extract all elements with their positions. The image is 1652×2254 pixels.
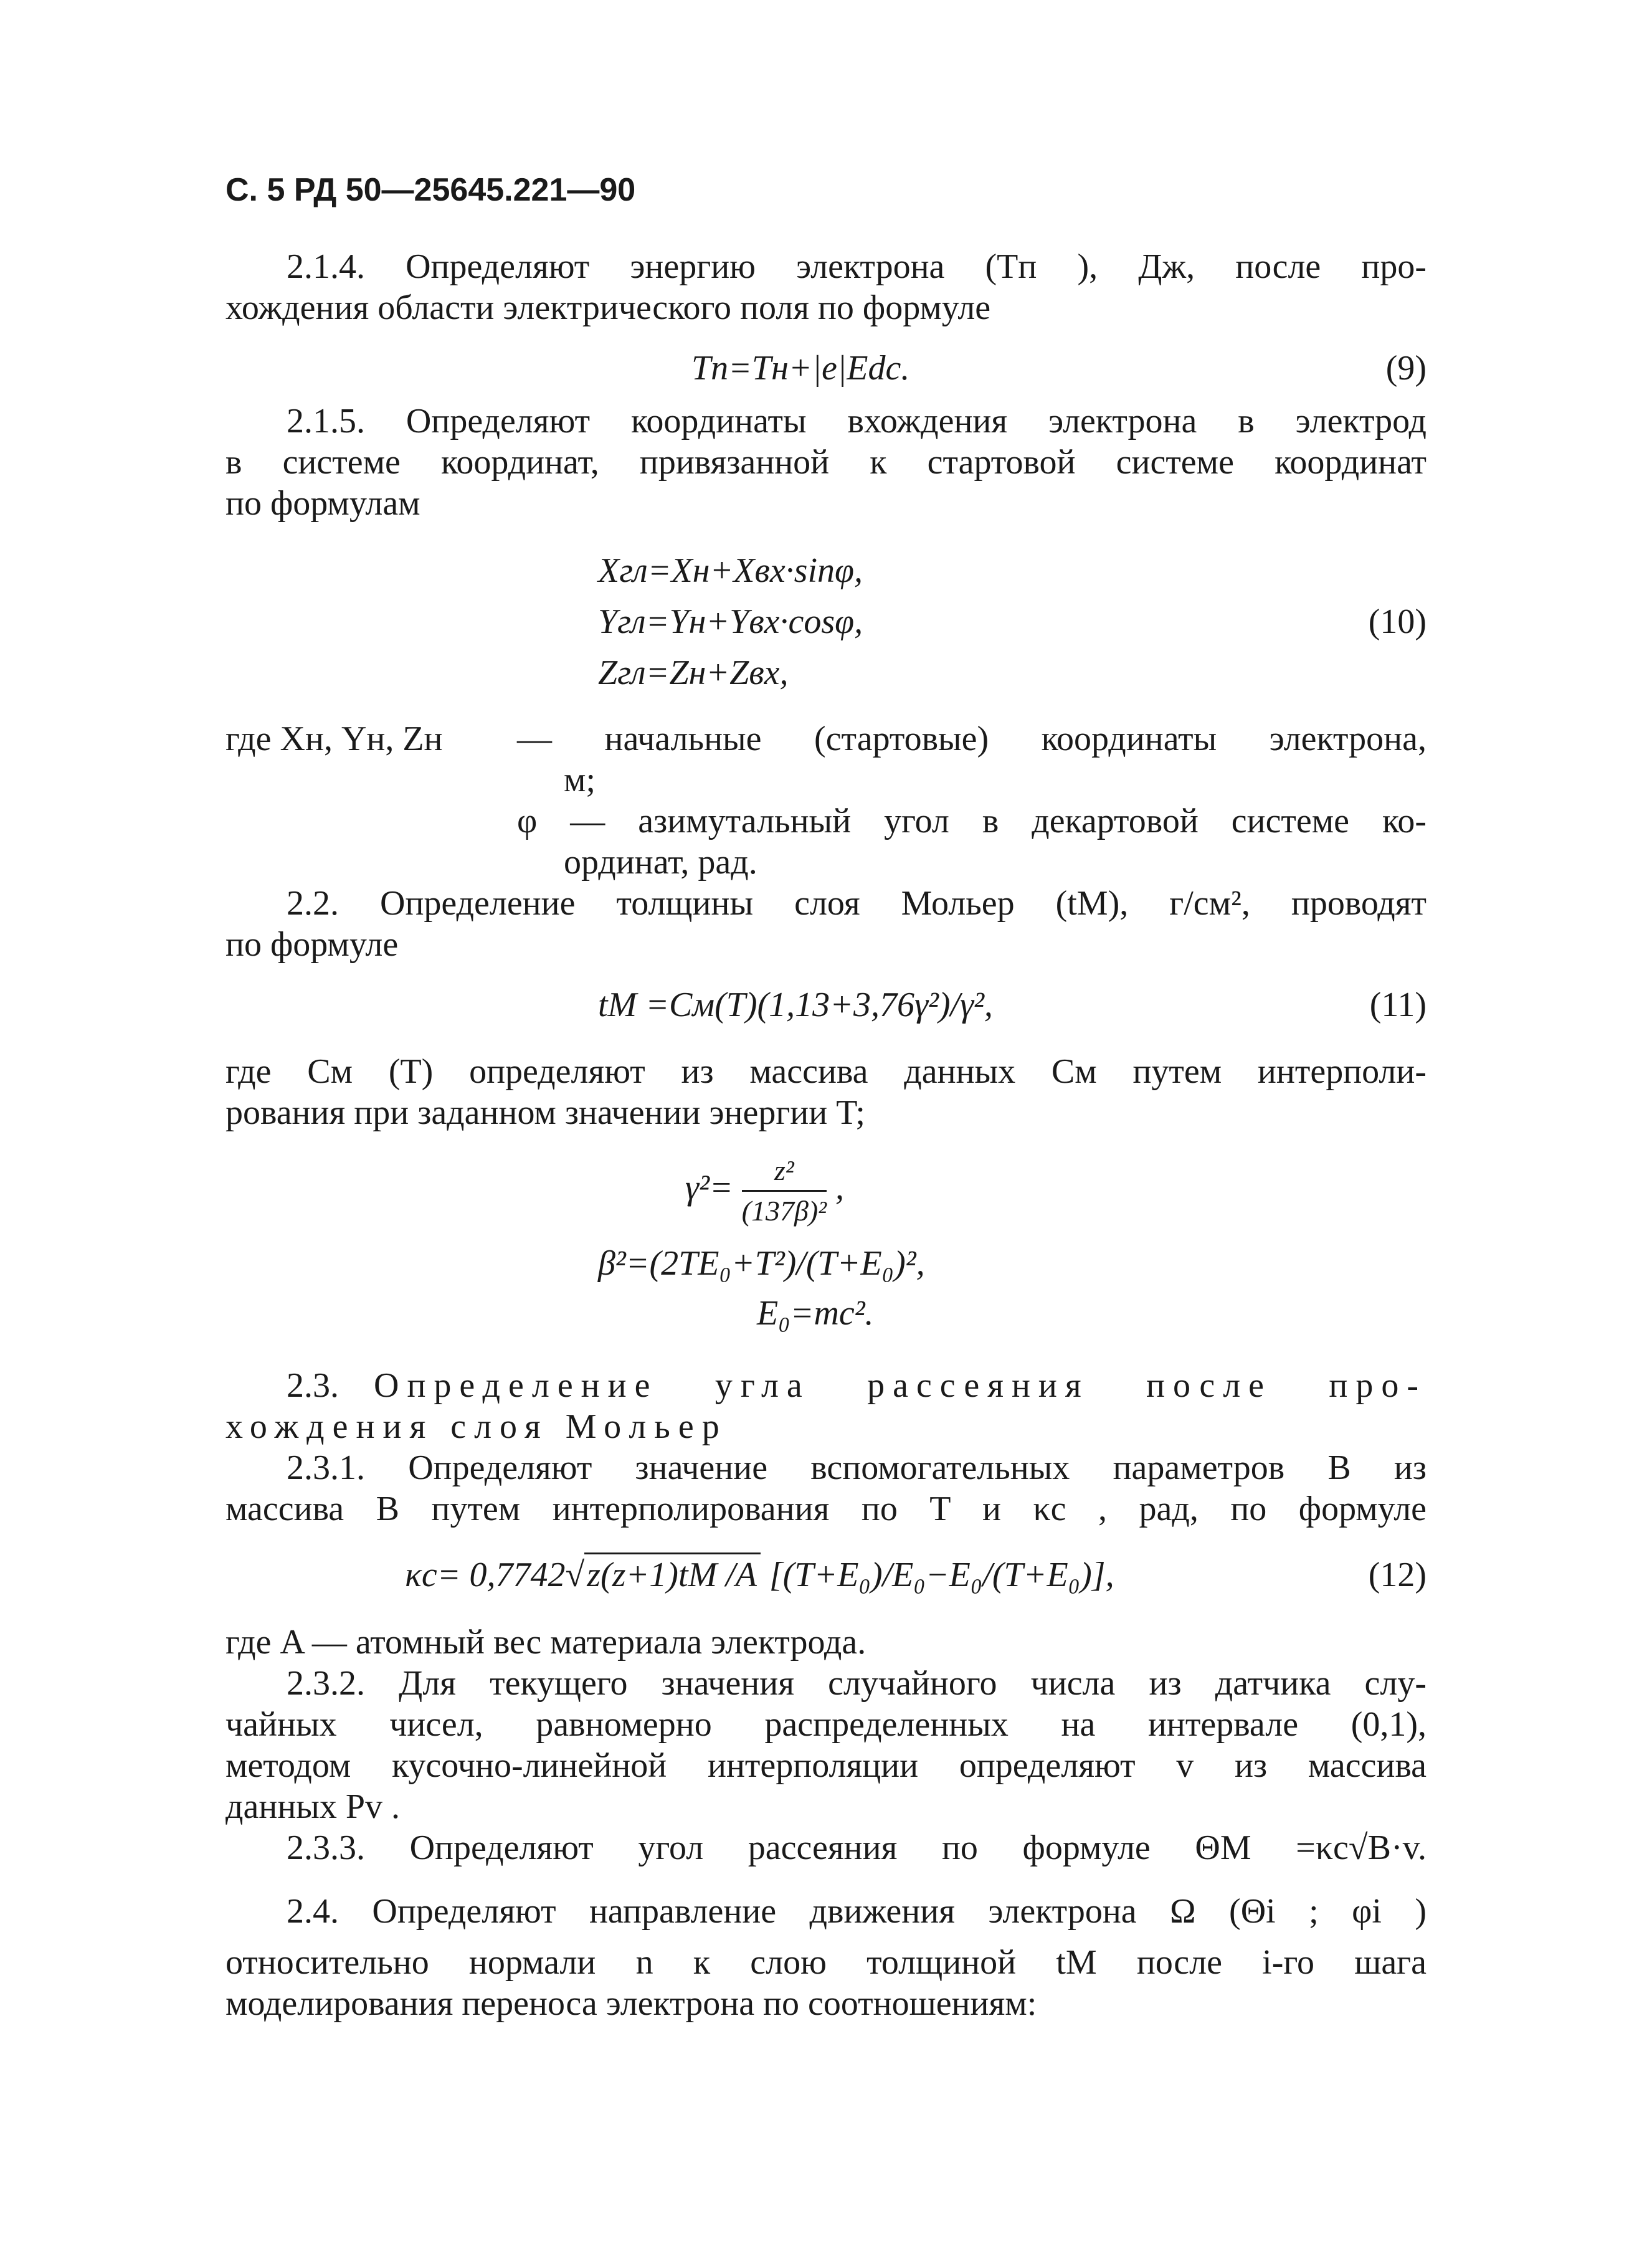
paragraph-2-2-line-2: по формуле	[225, 925, 399, 964]
legend-12-line-1: где A — атомный вес материала электрода.	[225, 1623, 866, 1662]
section-2-3-title-line-1: Определение угла рассеяния после про-	[374, 1366, 1427, 1405]
legend-11-line-1: где Cм (T) определяют из массива данных Cм путем интерполи-	[225, 1052, 1427, 1091]
section-2-3-title-line-2: хождения слоя Мольер	[225, 1407, 728, 1446]
paragraph-2-3-2-line-2: чайных чисел, равномерно распределенных на интервале (0,1),	[225, 1705, 1427, 1744]
paragraph-2-4-line-1: 2.4. Определяют направление движения электрона Ω (Θi ; φi )	[287, 1892, 1427, 1931]
legend-10-line-2: м;	[564, 761, 596, 799]
paragraph-2-1-4-line-1: 2.1.4. Определяют энергию электрона (Tп ), Дж, после про-	[287, 247, 1427, 286]
formula-10-line-3: Zгл=Zн+Zвх,	[598, 654, 789, 692]
legend-10-line-4: ординат, рад.	[564, 843, 757, 882]
paragraph-2-3-3-line-1: 2.3.3. Определяют угол рассеяния по формуле ΘM =κс√B·v.	[287, 1828, 1427, 1867]
formula-e0: E₀=mc².	[757, 1294, 874, 1333]
page-header: С. 5 РД 50—25645.221—90	[225, 172, 636, 208]
paragraph-2-4-line-3: моделирования переноса электрона по соотношениям:	[225, 1984, 1037, 2023]
paragraph-2-2-line-1: 2.2. Определение толщины слоя Мольер (tM), г/см², проводят	[287, 884, 1427, 923]
paragraph-2-1-5-line-2: в системе координат, привязанной к стартовой системе координат	[225, 443, 1427, 482]
formula-12-number: (12)	[1368, 1556, 1427, 1594]
legend-10-line-1: — начальные (стартовые) координаты электрона,	[517, 720, 1427, 758]
legend-10-line-3: φ — азимутальный угол в декартовой системе ко-	[517, 802, 1427, 840]
formula-9: Tп=Tн+|e|Edс.	[691, 349, 910, 388]
paragraph-2-3-1-line-1: 2.3.1. Определяют значение вспомогательных параметров B из	[287, 1448, 1427, 1487]
formula-9-number: (9)	[1385, 349, 1427, 388]
paragraph-2-1-5-line-3: по формулам	[225, 484, 420, 523]
formula-gamma	[685, 1156, 844, 1225]
paragraph-2-1-4-line-2: хождения области электрического поля по формуле	[225, 288, 991, 327]
legend-10-symbols: где Xн, Yн, Zн	[225, 720, 443, 758]
formula-11: tM =Cм(T)(1,13+3,76γ²)/γ²,	[598, 986, 993, 1024]
legend-11-line-2: рования при заданном значении энергии T;	[225, 1093, 865, 1132]
formula-10-number: (10)	[1368, 602, 1427, 641]
formula-gamma-lhs: γ²=	[685, 1168, 733, 1207]
paragraph-2-3-2-line-1: 2.3.2. Для текущего значения случайного числа из датчика слу-	[287, 1664, 1427, 1703]
formula-beta: β²=(2TE₀+T²)/(T+E₀)²,	[598, 1244, 925, 1283]
section-2-3-number: 2.3.	[287, 1366, 339, 1405]
formula-gamma-fraction	[742, 1156, 827, 1225]
formula-gamma-denominator: (137β)²	[741, 1195, 827, 1227]
paragraph-2-3-1-line-2: массива B путем интерполирования по T и κс , рад, по формуле	[225, 1490, 1427, 1528]
formula-12-lhs: κс= 0,7742	[405, 1556, 566, 1594]
formula-10-line-2: Yгл=Yн+Yвх·cosφ,	[598, 602, 863, 641]
formula-11-number: (11)	[1369, 986, 1427, 1024]
formula-10-line-1: Xгл=Xн+Xвх·sinφ,	[598, 551, 863, 590]
paragraph-2-1-5-line-1: 2.1.5. Определяют координаты вхождения электрона в электрод	[287, 402, 1427, 440]
formula-gamma-numerator: z²	[742, 1156, 827, 1192]
paragraph-2-3-2-line-3: методом кусочно-линейной интерполяции определяют v из массива	[225, 1746, 1427, 1785]
paragraph-2-4-line-2: относительно нормали n к слою толщиной tM после i-го шага	[225, 1943, 1427, 1982]
paragraph-2-3-2-line-4: данных Pv .	[225, 1787, 401, 1826]
formula-12-rhs: [(T+E₀)/E₀−E₀/(T+E₀)],	[760, 1556, 1114, 1594]
formula-12: κс= 0,7742√z(z+1)tM /A [(T+E₀)/E₀−E₀/(T+E₀)],	[405, 1557, 1114, 1592]
formula-12-radicand: z(z+1)tM /A	[584, 1553, 761, 1594]
formula-gamma-comma: ,	[835, 1168, 844, 1207]
